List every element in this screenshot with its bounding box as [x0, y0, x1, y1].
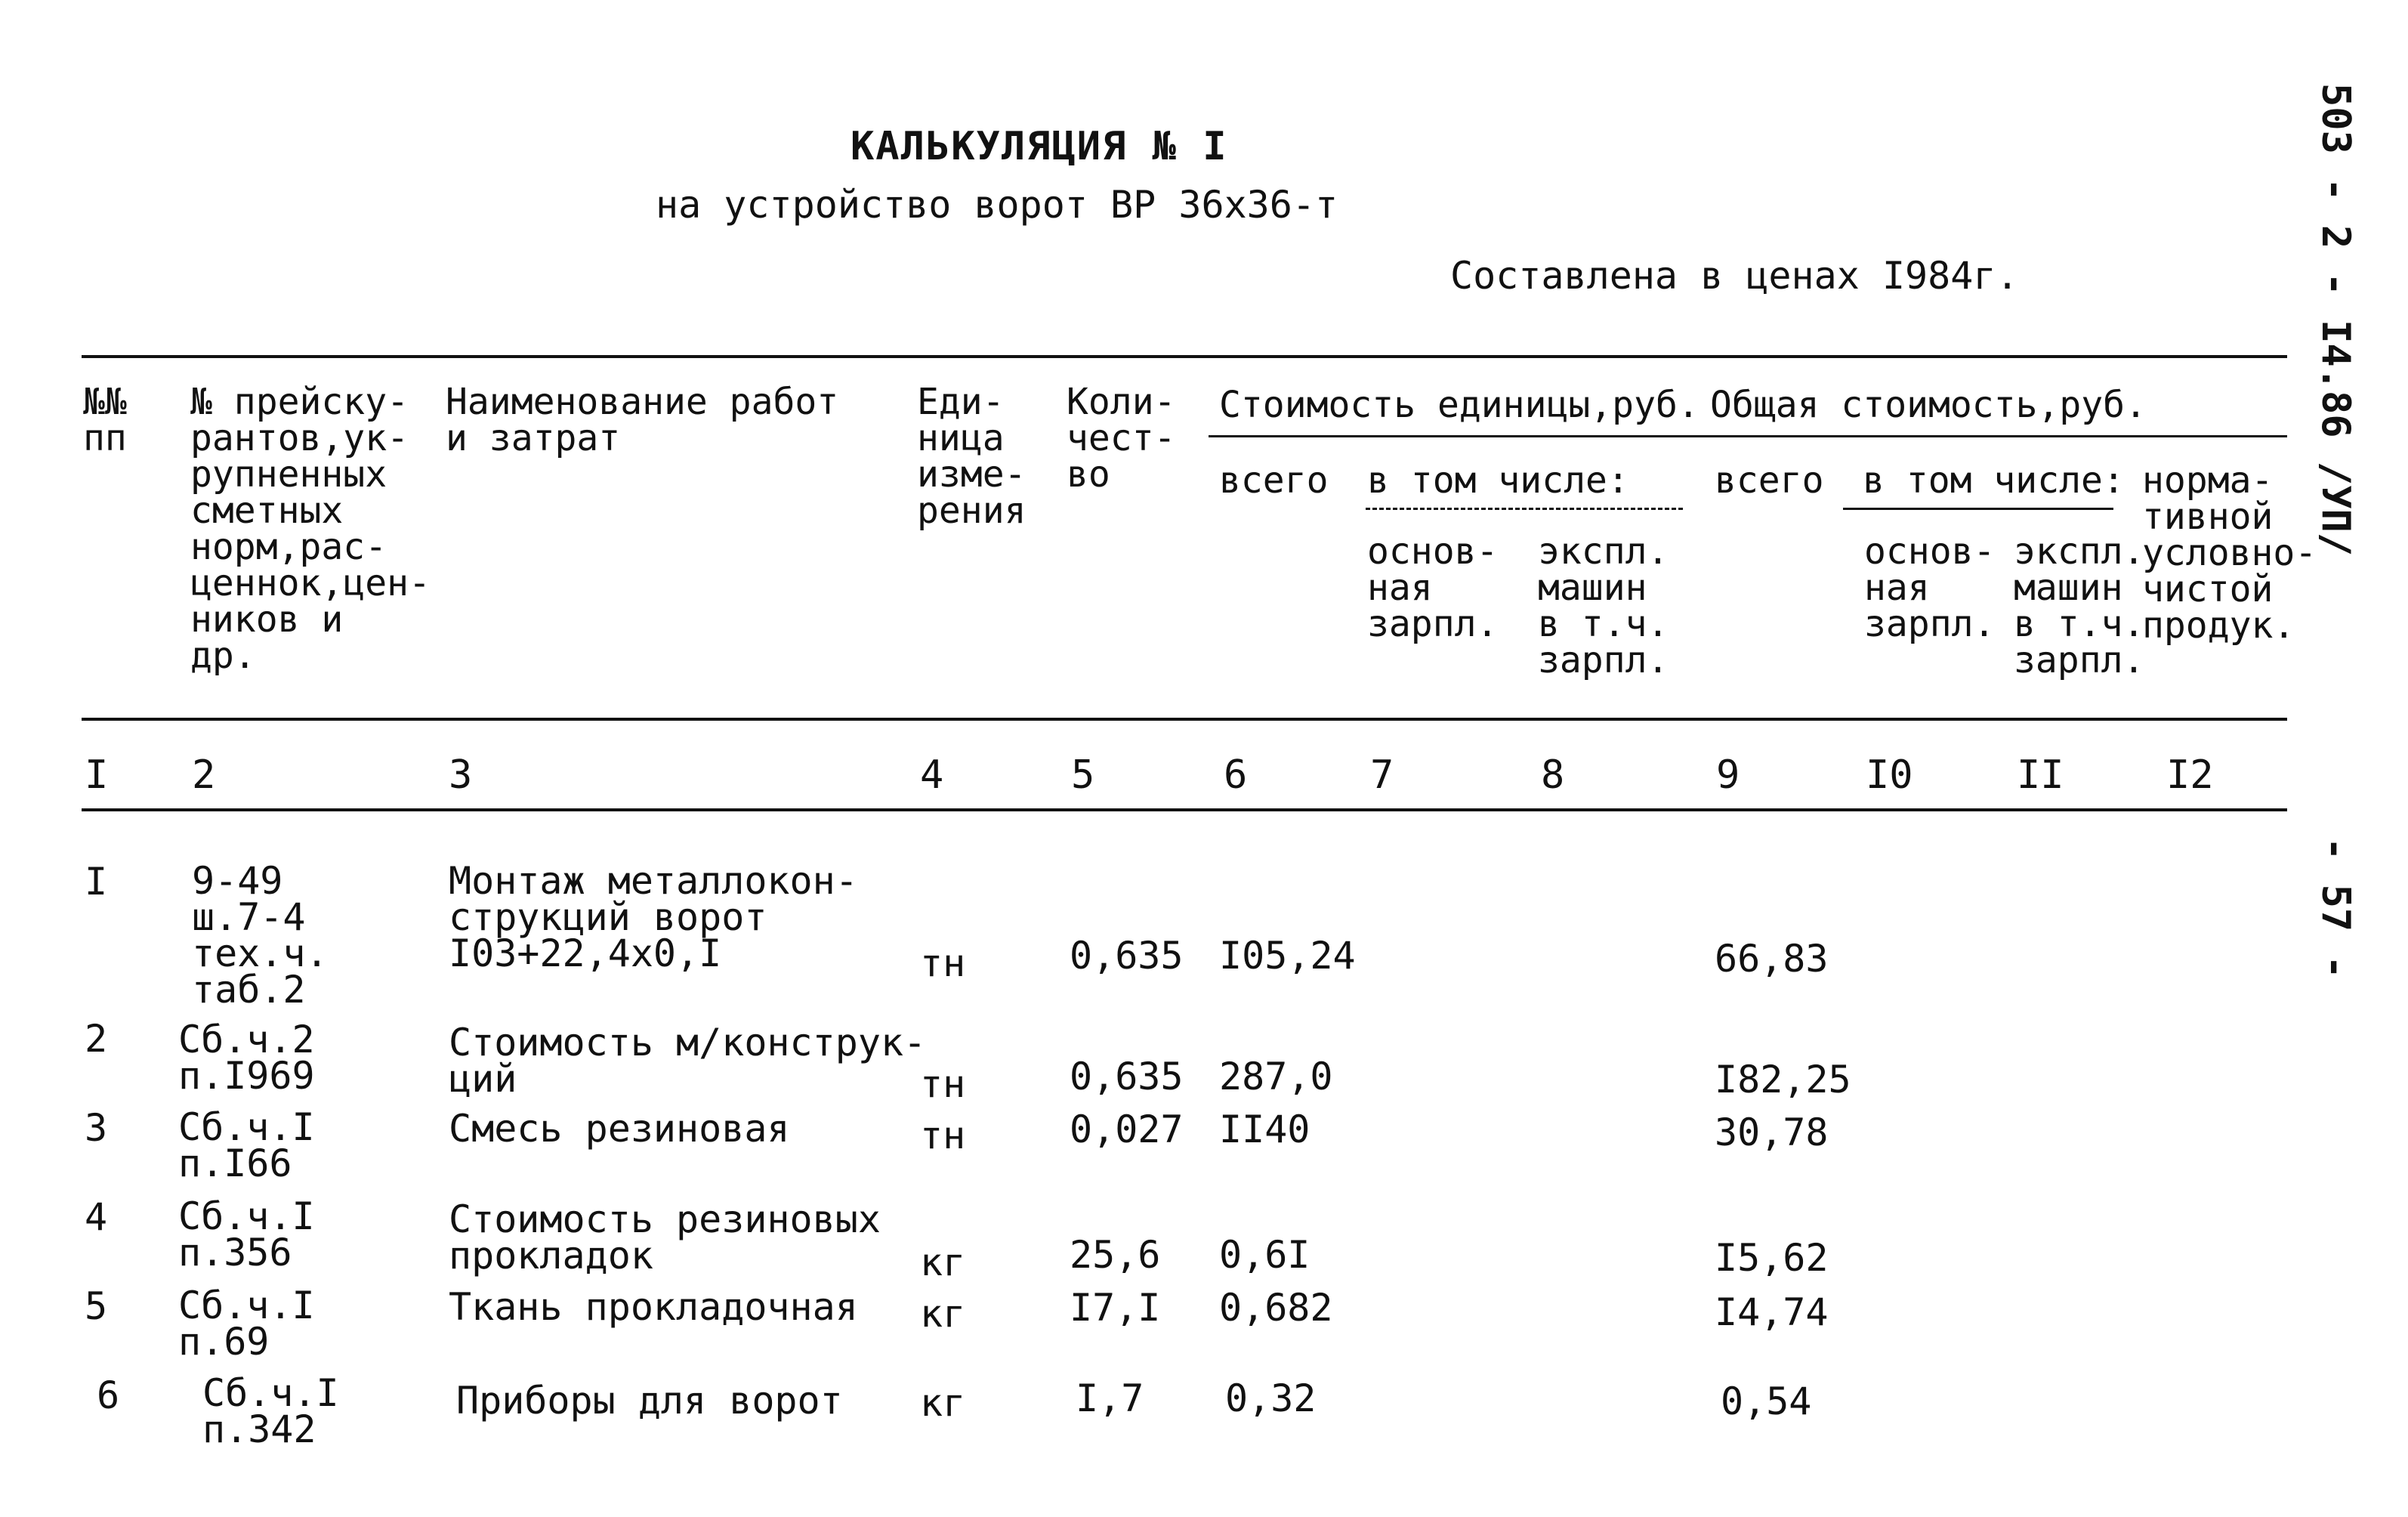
row-work-name: Монтаж металлокон- струкций ворот I03+22,4х0,I: [449, 859, 858, 975]
column-number: 4: [920, 752, 944, 798]
row-quantity: 0,027: [1070, 1108, 1184, 1151]
header-unit-total: всего: [1219, 459, 1329, 502]
row-unit: кг: [920, 1292, 966, 1336]
row-unit-price: 287,0: [1219, 1055, 1333, 1098]
column-number: I0: [1866, 752, 1913, 798]
column-number: 9: [1716, 752, 1740, 798]
header-total-cost: Общая стоимость,руб.: [1710, 384, 2147, 426]
row-quantity: 0,635: [1070, 1055, 1184, 1098]
header-normative-product: норма- тивной условно- чистой продук.: [2142, 459, 2317, 647]
header-total-machine-ops: экспл. машин в т.ч. зарпл.: [2014, 530, 2145, 681]
row-number: 4: [85, 1195, 108, 1239]
column-number: 2: [192, 752, 216, 798]
header-total-incl: в том числе:: [1863, 459, 2125, 502]
row-number: 2: [85, 1017, 108, 1061]
row-reference: Сб.ч.I п.69: [178, 1284, 315, 1364]
document-title: КАЛЬКУЛЯЦИЯ № I: [851, 124, 1228, 169]
row-unit: тн: [920, 1062, 966, 1106]
header-total-base-salary: основ- ная зарпл.: [1864, 530, 1996, 645]
row-work-name: Ткань прокладочная: [449, 1285, 858, 1329]
row-reference: 9-49 ш.7-4 тех.ч. таб.2: [192, 859, 329, 1012]
column-number: 3: [449, 752, 473, 798]
header-total-total: всего: [1715, 459, 1824, 502]
column-number: 8: [1541, 752, 1565, 798]
header-unit-base-salary: основ- ная зарпл.: [1367, 530, 1499, 645]
row-work-name: Стоимость м/конструк- ций: [449, 1021, 927, 1101]
header-unit-machine-ops: экспл. машин в т.ч. зарпл.: [1538, 530, 1669, 681]
row-unit-price: 0,6I: [1219, 1233, 1311, 1277]
row-quantity: 25,6: [1070, 1233, 1161, 1277]
row-quantity: I,7: [1076, 1376, 1144, 1420]
row-unit: тн: [920, 1114, 966, 1157]
header-unit-cost: Стоимость единицы,руб.: [1219, 384, 1699, 426]
unit-incl-dash-rule: [1366, 508, 1683, 510]
total-incl-rule: [1843, 508, 2113, 510]
row-total: I4,74: [1715, 1290, 1829, 1334]
row-unit: кг: [920, 1240, 966, 1284]
prices-note: Составлена в ценах I984г.: [1450, 254, 2019, 298]
cost-subheader-rule: [1209, 435, 2287, 437]
header-quantity: Коли- чест- во: [1067, 381, 1176, 496]
header-work-name: Наименование работ и затрат: [446, 381, 839, 459]
header-unit-incl: в том числе:: [1367, 459, 1629, 502]
column-number: 7: [1370, 752, 1394, 798]
header-unit: Еди- ница изме- рения: [917, 381, 1026, 532]
row-unit-price: 0,682: [1219, 1286, 1333, 1330]
row-reference: Сб.ч.I п.356: [178, 1194, 315, 1274]
row-unit-price: II40: [1219, 1108, 1311, 1151]
row-work-name: Приборы для ворот: [456, 1379, 843, 1423]
row-reference: Сб.ч.2 п.I969: [178, 1018, 315, 1098]
column-number: II: [2017, 752, 2064, 798]
row-number: 5: [85, 1284, 108, 1328]
header-row-number: №№ пп: [83, 381, 127, 459]
side-document-code: 503 - 2 - I4.86 /УП/: [2313, 83, 2358, 557]
row-unit-price: I05,24: [1219, 934, 1356, 978]
row-total: 30,78: [1715, 1111, 1829, 1154]
row-total: I82,25: [1715, 1058, 1851, 1101]
row-total: I5,62: [1715, 1236, 1829, 1280]
header-bottom-rule: [82, 718, 2287, 721]
row-quantity: 0,635: [1070, 934, 1184, 978]
row-total: 66,83: [1715, 937, 1829, 981]
row-work-name: Стоимость резиновых прокладок: [449, 1197, 881, 1278]
column-number: 5: [1071, 752, 1095, 798]
row-work-name: Смесь резиновая: [449, 1107, 790, 1151]
column-number: 6: [1224, 752, 1248, 798]
row-unit-price: 0,32: [1225, 1376, 1317, 1420]
row-unit: тн: [920, 941, 966, 985]
document-subtitle: на устройство ворот ВР 36х36-т: [656, 183, 1338, 227]
row-total: 0,54: [1721, 1380, 1812, 1423]
row-unit: кг: [920, 1381, 966, 1425]
row-reference: Сб.ч.I п.342: [202, 1371, 339, 1451]
header-price-list-ref: № прейску- рантов,ук- рупненных сметных норм,рас- ценнок,цен- ников и др.: [190, 381, 431, 677]
row-number: 3: [85, 1106, 108, 1150]
page-number: - 57 -: [2313, 837, 2358, 979]
row-number: I: [85, 860, 108, 904]
row-reference: Сб.ч.I п.I66: [178, 1105, 315, 1185]
column-number: I2: [2166, 752, 2214, 798]
table-top-rule: [82, 355, 2287, 358]
row-number: 6: [97, 1373, 120, 1417]
column-number: I: [85, 752, 109, 798]
row-quantity: I7,I: [1070, 1286, 1161, 1330]
colnum-bottom-rule: [82, 808, 2287, 811]
